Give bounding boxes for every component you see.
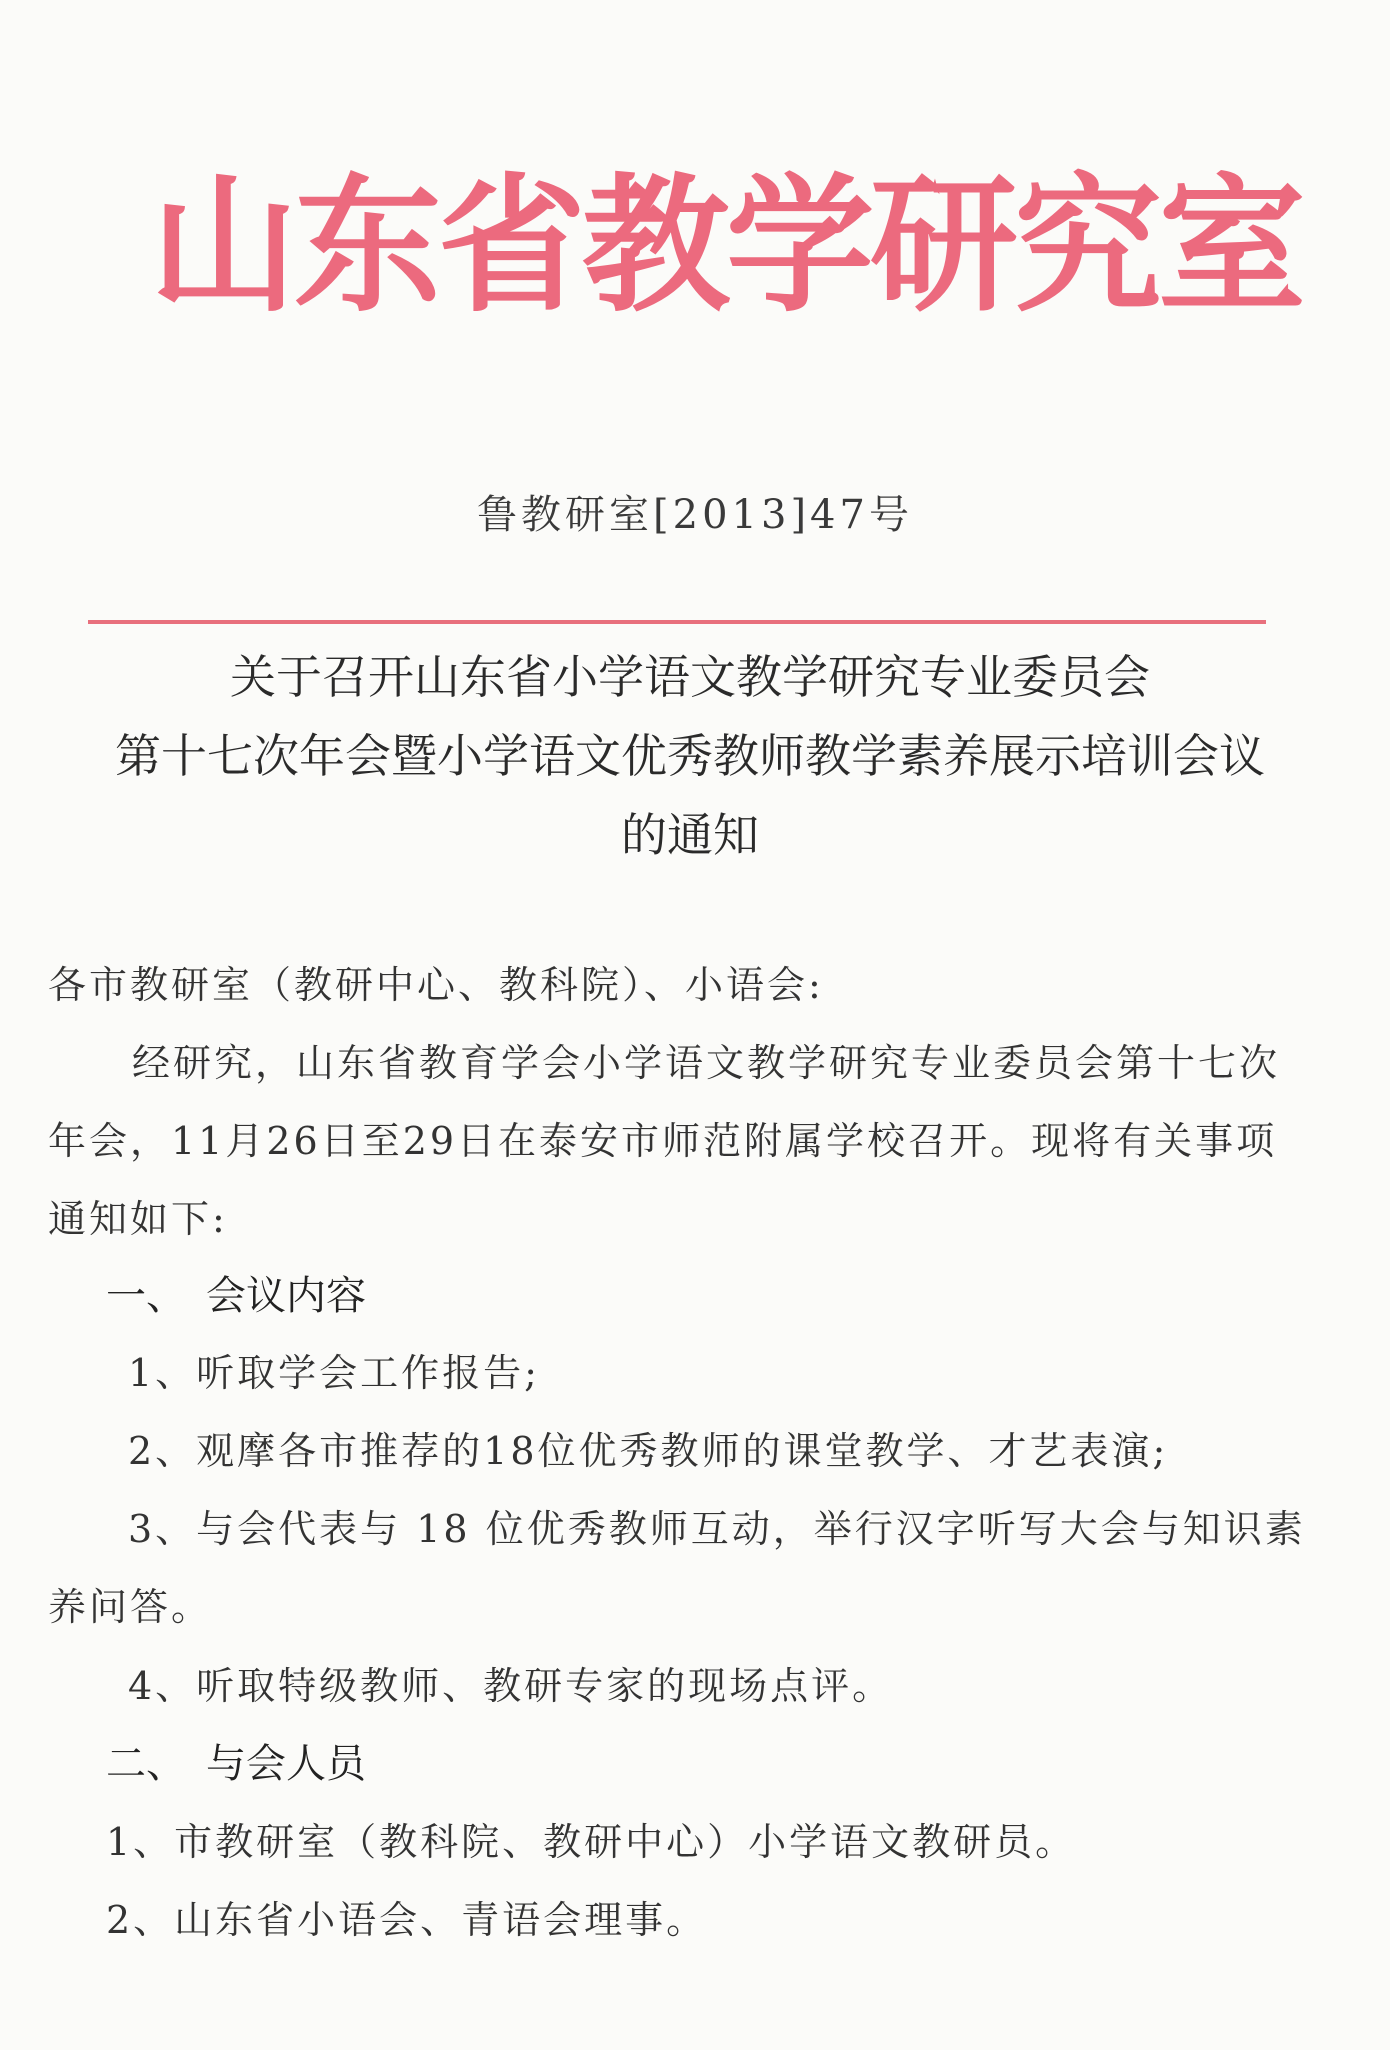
section-2-item-1: 1、市教研室（教科院、教研中心）小学语文教研员。 bbox=[106, 1820, 1077, 1864]
section-1-item-2: 2、观摩各市推荐的18位优秀教师的课堂教学、才艺表演; bbox=[128, 1429, 1169, 1473]
section-2-item-2: 2、山东省小语会、青语会理事。 bbox=[106, 1898, 708, 1942]
notice-title-line-2: 第十七次年会暨小学语文优秀教师教学素养展示培训会议 bbox=[115, 729, 1265, 783]
org-letterhead-title: 山东省教学研究室 bbox=[150, 158, 1302, 332]
salutation: 各市教研室（教研中心、教科院）、小语会: bbox=[48, 963, 824, 1007]
intro-line-1: 经研究，山东省教育学会小学语文教学研究专业委员会第十七次 bbox=[132, 1041, 1281, 1085]
intro-line-2: 年会，11月26日至29日在泰安市师范附属学校召开。现将有关事项 bbox=[48, 1119, 1278, 1163]
section-heading-1 bbox=[106, 1266, 366, 1326]
document-number: 鲁教研室[2013]47号 bbox=[477, 492, 913, 538]
notice-title-line-3: 的通知 bbox=[621, 808, 759, 862]
section-number-2: 二、 bbox=[106, 1741, 186, 1787]
notice-title bbox=[40, 638, 1340, 875]
section-number-1: 一、 bbox=[106, 1273, 186, 1319]
section-1-item-1: 1、听取学会工作报告; bbox=[128, 1351, 540, 1395]
section-1-item-3: 3、与会代表与 18 位优秀教师互动，举行汉字听写大会与知识素 bbox=[128, 1507, 1306, 1551]
section-title-1: 会议内容 bbox=[206, 1273, 366, 1319]
section-heading-2 bbox=[106, 1734, 366, 1794]
intro-line-3: 通知如下: bbox=[48, 1197, 228, 1241]
red-divider-line bbox=[88, 620, 1266, 624]
notice-title-line-1: 关于召开山东省小学语文教学研究专业委员会 bbox=[230, 650, 1150, 704]
section-1-item-3-cont: 养问答。 bbox=[48, 1585, 213, 1629]
section-1-item-4: 4、听取特级教师、教研专家的现场点评。 bbox=[128, 1664, 894, 1708]
section-title-2: 与会人员 bbox=[206, 1741, 366, 1787]
